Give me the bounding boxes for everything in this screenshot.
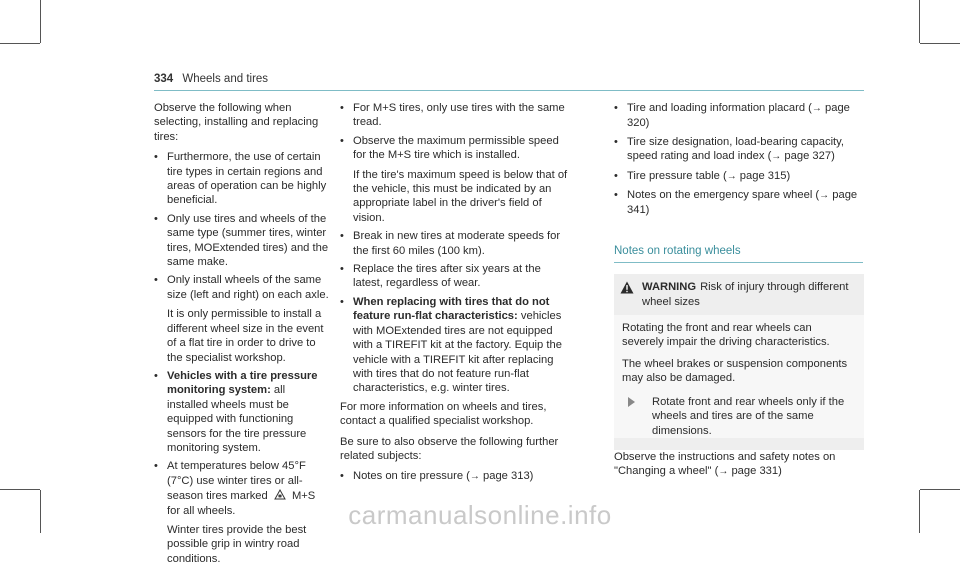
page-header	[154, 73, 268, 85]
list-item-note: It is only permissible to install a different wheel size in the event of a flat tire in order to drive to the specialist workshop.	[167, 308, 324, 364]
related-link-pressure-table[interactable]: • Tire pressure table (→ page 315)	[614, 169, 866, 184]
crop-mark	[920, 489, 960, 490]
closing-paragraph: Observe the instructions and safety notes on "Changing a wheel" (→ page 331)	[614, 450, 836, 478]
arrow-right-icon: →	[726, 170, 737, 182]
action-step-icon	[628, 397, 642, 407]
list-item: • Observe the maximum permissible speed for the M+S tire which is installed. If the tire's maximum speed is below that of the vehicle, this must be indicated by an appropriate label in the driver's field of vision.	[340, 134, 568, 225]
arrow-right-icon: →	[718, 466, 729, 478]
list-item: • Furthermore, the use of certain tire types in certain regions and areas of operation can be highly beneficial.	[154, 150, 329, 208]
watermark: carmanualsonline.info	[348, 500, 612, 530]
crop-mark	[0, 43, 40, 44]
header-divider	[154, 90, 864, 91]
warning-heading: Risk of injury through different wheel sizes	[642, 281, 849, 308]
list-item-bold: When replacing with tires that do not feature run-flat characteristics:	[353, 295, 550, 323]
warning-text: The wheel brakes or suspension components may also be damaged.	[622, 357, 848, 385]
section-divider	[614, 262, 863, 263]
crop-mark	[40, 0, 41, 43]
warning-action-text: Rotate front and rear wheels only if the wheels and tires are of the same dimensions.	[652, 395, 845, 437]
crop-mark	[919, 0, 920, 43]
list-item: • When replacing with tires that do not feature run-flat characteristics: vehicles with MOExtended tires are not equipped with a TIREFIT kit at the factory. Equip the vehicle with a TIREFIT kit after replacing with tires that do not feature run-flat characteristics, e.g. winter tires.	[340, 295, 568, 396]
tire-rules-list-2	[340, 101, 568, 396]
warning-body	[614, 315, 864, 438]
related-link-spare-wheel[interactable]: • Notes on the emergency spare wheel (→ page 341)	[614, 188, 866, 218]
intro-paragraph: Observe the following when selecting, installing and replacing tires:	[154, 102, 319, 143]
column-3	[614, 101, 866, 486]
list-item-winter: • At temperatures below 45°F (7°C) use winter tires or all-season tires marked M+S for all wheels. Winter tires provide the best possible grip in wintry road conditions.	[154, 459, 329, 566]
warning-box	[614, 274, 864, 450]
list-item: • Break in new tires at moderate speeds for the first 60 miles (100 km).	[340, 229, 568, 258]
list-item-bold: Vehicles with a tire pressure monitoring system:	[167, 369, 318, 397]
related-list	[340, 469, 568, 484]
also-observe-paragraph: Be sure to also observe the following further related subjects:	[340, 435, 559, 462]
warning-label: WARNING	[642, 281, 697, 294]
related-link-size-designation[interactable]: • Tire size designation, load-bearing capacity, speed rating and load index (→ page 327)	[614, 135, 866, 165]
related-list-2	[614, 101, 866, 218]
more-info-paragraph: For more information on wheels and tires, contact a qualified specialist workshop.	[340, 400, 547, 428]
warning-triangle-icon	[620, 281, 634, 294]
related-link-placard[interactable]: • Tire and loading information placard (→ page 320)	[614, 101, 866, 131]
arrow-right-icon: →	[811, 103, 822, 114]
snowflake-mountain-icon	[274, 488, 286, 500]
crop-mark	[920, 43, 960, 44]
list-item: • Only use tires and wheels of the same type (summer tires, winter tires, MOExtended tires) and the same make.	[154, 212, 329, 270]
warning-text: Rotating the front and rear wheels can severely impair the driving characteristics.	[622, 322, 830, 349]
list-item: • For M+S tires, only use tires with the same tread.	[340, 101, 568, 130]
list-item: • Vehicles with a tire pressure monitoring system: all installed wheels must be equipped with functioning sensors for the tire pressure monitoring system.	[154, 369, 329, 455]
list-item: • Only install wheels of the same size (left and right) on each axle. It is only permissible to install a different wheel size in the event of a flat tire in order to drive to the specialist workshop.	[154, 273, 329, 364]
column-2	[340, 101, 568, 489]
arrow-right-icon: →	[819, 190, 830, 202]
arrow-right-icon: →	[469, 471, 480, 483]
chapter-title: Wheels and tires	[182, 73, 269, 85]
list-item: • Replace the tires after six years at the latest, regardless of wear.	[340, 262, 568, 291]
list-item-note: Winter tires provide the best possible grip in wintry road conditions.	[167, 523, 307, 565]
list-item-note: If the tire's maximum speed is below that of the vehicle, this must be indicated by an appropriate label in the driver's field of vision.	[353, 168, 568, 224]
arrow-right-icon: →	[771, 151, 782, 163]
section-title: Notes on rotating wheels	[614, 244, 741, 257]
warning-header	[614, 274, 864, 315]
related-link-tire-pressure[interactable]: • Notes on tire pressure (→ page 313)	[340, 469, 568, 484]
crop-mark	[0, 489, 40, 490]
page-number: 334	[154, 73, 174, 85]
warning-action	[622, 395, 856, 438]
